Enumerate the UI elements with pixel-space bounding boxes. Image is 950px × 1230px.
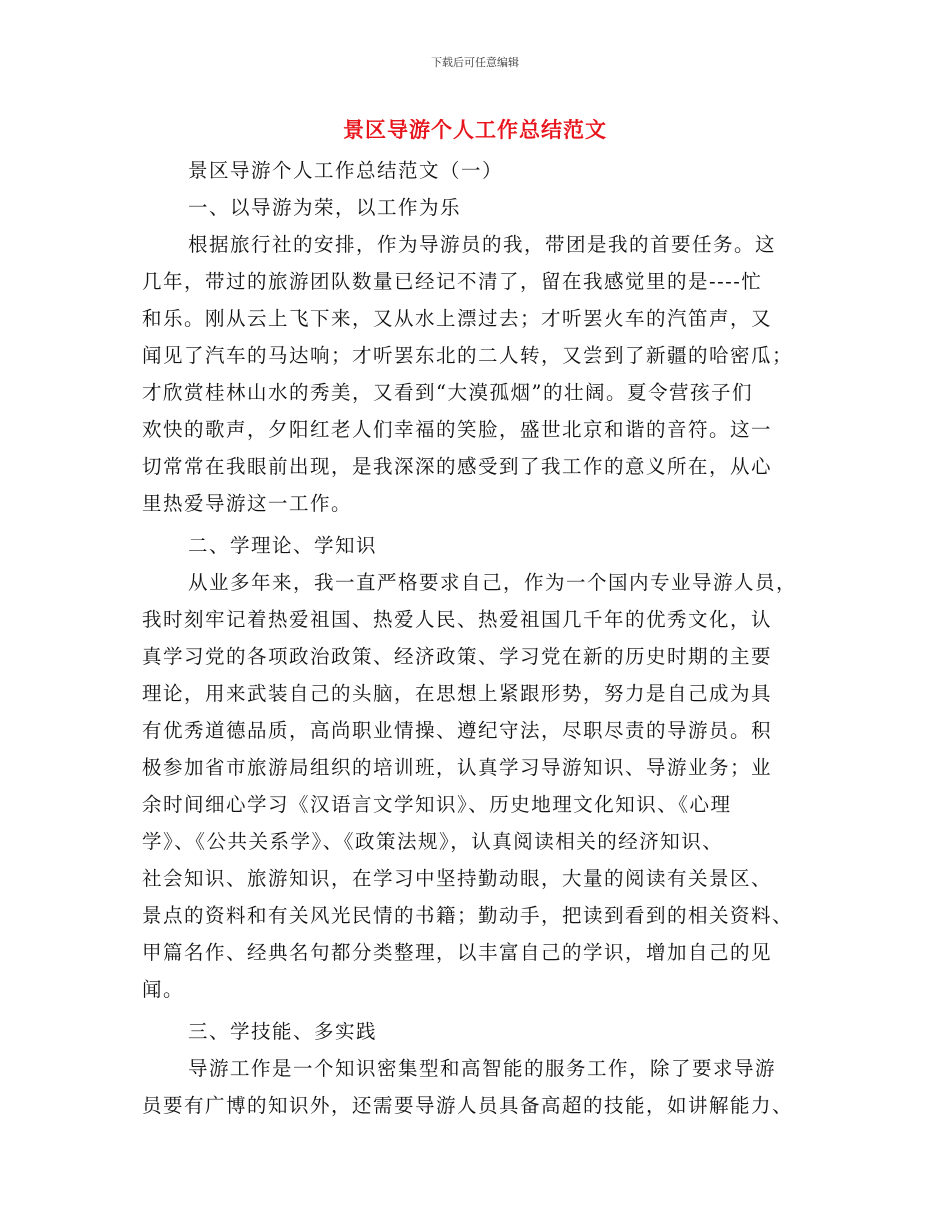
section-heading: 一、以导游为荣，以工作为乐 — [188, 196, 462, 219]
paragraph-line: 景点的资料和有关风光民情的书籍；勤动手，把读到看到的相关资料、 — [142, 904, 794, 927]
paragraph-line: 有优秀道德品质，高尚职业情操、遵纪守法，尽职尽责的导游员。积 — [142, 719, 773, 742]
section-heading: 二、学理论、学知识 — [188, 534, 378, 557]
paragraph-line: 切常常在我眼前出现，是我深深的感受到了我工作的意义所在，从心 — [142, 455, 773, 478]
document-body — [142, 152, 812, 1124]
paragraph-line: 闻见了汽车的马达响；才听罢东北的二人转，又尝到了新疆的哈密瓜； — [142, 344, 794, 367]
paragraph-line: 余时间细心学习《汉语言文学知识》、历史地理文化知识、《心理 — [142, 793, 732, 816]
paragraph-line: 学》、《公共关系学》、《政策法规》，认真阅读相关的经济知识、 — [142, 830, 724, 853]
paragraph-line: 我时刻牢记着热爱祖国、热爱人民、热爱祖国几千年的优秀文化，认 — [142, 608, 773, 631]
paragraph-line: 真学习党的各项政治政策、经济政策、学习党在新的历史时期的主要 — [142, 645, 773, 668]
paragraph-line: 欢快的歌声，夕阳红老人们幸福的笑脸，盛世北京和谐的音符。这一 — [142, 418, 773, 441]
paragraph-line: 导游工作是一个知识密集型和高智能的服务工作，除了要求导游 — [188, 1057, 777, 1080]
document-title: 景区导游个人工作总结范文 — [343, 118, 607, 142]
paragraph-line: 和乐。刚从云上飞下来，又从水上漂过去；才听罢火车的汽笛声，又 — [142, 307, 773, 330]
paragraph-line: 员要有广博的知识外，还需要导游人员具备高超的技能，如讲解能力、 — [142, 1094, 794, 1117]
section-heading: 三、学技能、多实践 — [188, 1020, 378, 1043]
paragraph-line: 里热爱导游这一工作。 — [142, 492, 353, 515]
paragraph-line: 理论，用来武装自己的头脑，在思想上紧跟形势，努力是自己成为具 — [142, 682, 773, 705]
paragraph-line: 极参加省市旅游局组织的培训班，认真学习导游知识、导游业务；业 — [142, 756, 773, 779]
paragraph-line: 社会知识、旅游知识，在学习中坚持勤动眼，大量的阅读有关景区、 — [142, 867, 773, 890]
paragraph-line: 几年，带过的旅游团队数量已经记不清了，留在我感觉里的是----忙 — [142, 270, 763, 293]
paragraph-line: 甲篇名作、经典名句都分类整理，以丰富自己的学识，增加自己的见 — [142, 941, 773, 964]
subtitle-line: 景区导游个人工作总结范文（一） — [188, 159, 504, 182]
header-note: 下载后可任意编辑 — [431, 56, 519, 69]
paragraph-line: 根据旅行社的安排，作为导游员的我，带团是我的首要任务。这 — [188, 233, 777, 256]
paragraph-line: 才欣赏桂林山水的秀美，又看到“大漠孤烟”的壮阔。夏令营孩子们 — [142, 381, 753, 404]
paragraph-line: 从业多年来，我一直严格要求自己，作为一个国内专业导游人员， — [188, 571, 798, 594]
paragraph-line: 闻。 — [142, 978, 185, 1001]
